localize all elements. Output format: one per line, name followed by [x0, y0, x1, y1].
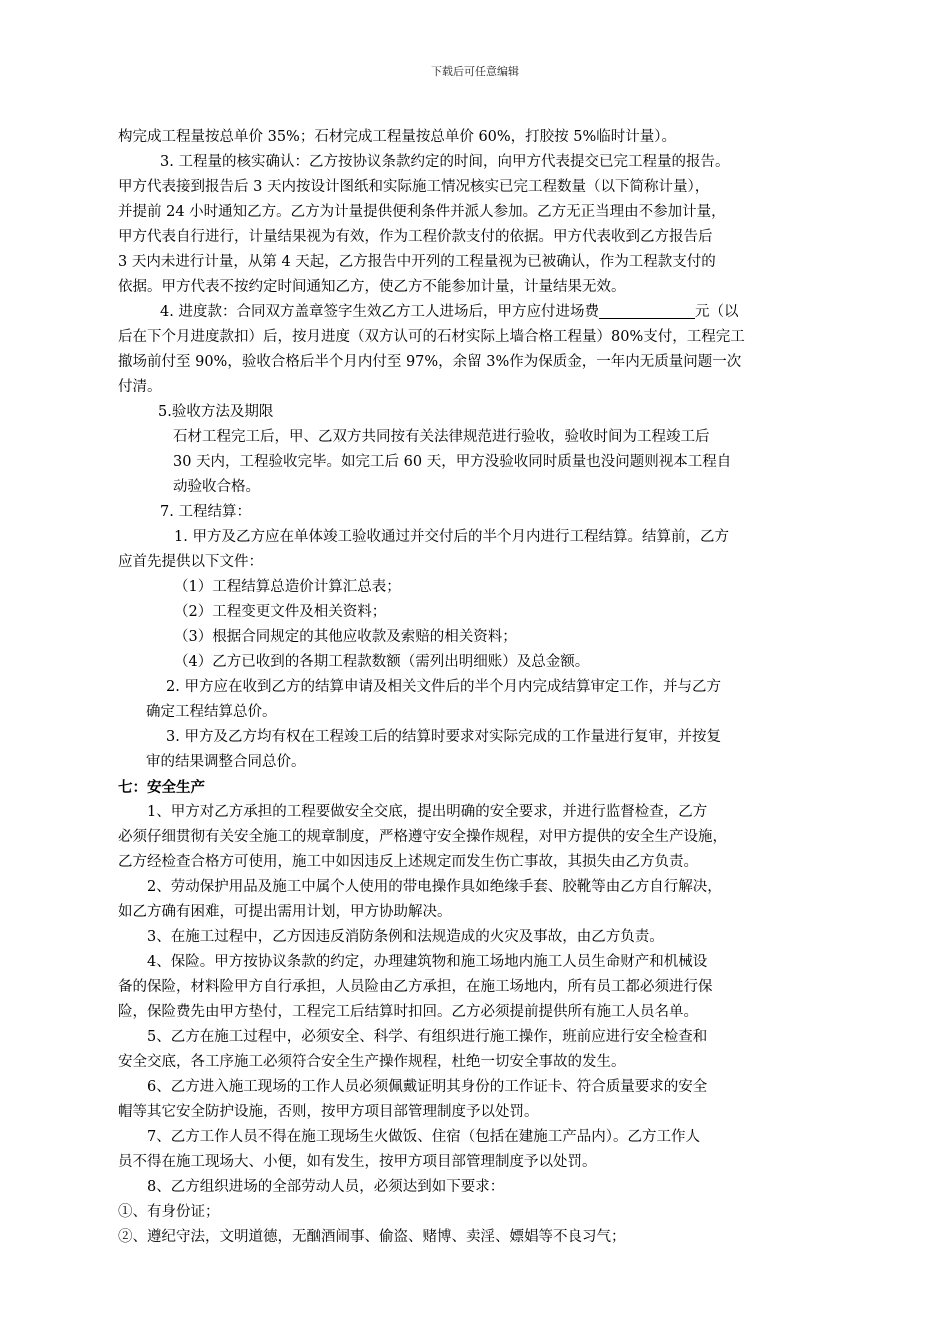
text-line: 3. 工程量的核实确认：乙方按协议条款约定的时间，向甲方代表提交已完工程量的报告。 — [160, 154, 730, 170]
text-line: 并提前 24 小时通知乙方。乙方为计量提供便利条件并派人参加。乙方无正当理由不参加计量， — [118, 204, 726, 220]
paragraph — [118, 950, 823, 975]
paragraph — [118, 300, 823, 325]
text-line: ②、遵纪守法，文明道德，无酗酒闹事、偷盗、赌博、卖淫、嫖娼等不良习气； — [118, 1229, 626, 1245]
paragraph — [118, 900, 823, 925]
paragraph — [118, 1050, 823, 1075]
section-heading: 七：安全生产 — [118, 779, 205, 796]
text-line: 6、乙方进入施工现场的工作人员必须佩戴证明其身份的工作证卡、符合质量要求的安全 — [147, 1079, 708, 1095]
paragraph — [118, 425, 823, 500]
paragraph — [118, 1125, 823, 1150]
text-line: 乙方经检查合格方可使用，施工中如因违反上述规定而发生伤亡事故，其损失由乙方负责。 — [118, 854, 698, 870]
text-line: 帽等其它安全防护设施，否则，按甲方项目部管理制度予以处罚。 — [118, 1104, 539, 1120]
paragraph — [118, 800, 823, 825]
text-line: （3）根据合同规定的其他应收款及索赔的相关资料； — [174, 629, 517, 645]
text-line: 甲方代表自行进行，计量结果视为有效，作为工程价款支付的依据。甲方代表收到乙方报告后 — [118, 229, 713, 245]
paragraph — [118, 175, 823, 300]
text-line: 30 天内，工程验收完毕。如完工后 60 天，甲方没验收同时质量也没问题则视本工程自 — [173, 454, 732, 470]
text-line: 1. 甲方及乙方应在单体竣工验收通过并交付后的半个月内进行工程结算。结算前，乙方 — [174, 529, 729, 545]
text-line: 依据。甲方代表不按约定时间通知乙方，使乙方不能参加计量，计量结果无效。 — [118, 279, 626, 295]
paragraph — [118, 525, 823, 550]
text-line: （1）工程结算总造价计算汇总表； — [174, 579, 401, 595]
text-line: 审的结果调整合同总价。 — [146, 754, 306, 770]
text-line: 3、在施工过程中，乙方因违反消防条例和法规造成的火灾及事故，由乙方负责。 — [147, 929, 664, 945]
paragraph — [118, 750, 823, 775]
text-line: 8、乙方组织进场的全部劳动人员，必须达到如下要求： — [147, 1179, 505, 1195]
text-line: 7、乙方工作人员不得在施工现场生火做饭、住宿（包括在建施工产品内）。乙方工作人 — [147, 1129, 700, 1145]
text-line: 付清。 — [118, 379, 162, 395]
text-line: 必须仔细贯彻有关安全施工的规章制度，严格遵守安全操作规程，对甲方提供的安全生产设施， — [118, 829, 727, 845]
paragraph — [118, 700, 823, 725]
text-segment: 元（以 — [694, 304, 739, 320]
text-line: （2）工程变更文件及相关资料； — [174, 604, 387, 620]
paragraph — [118, 725, 823, 750]
text-line: 撤场前付至 90%，验收合格后半个月内付至 97%，余留 3%作为保质金，一年内无质量问题一次 — [118, 354, 742, 370]
fill-in-blank — [599, 302, 695, 319]
paragraph — [118, 1100, 823, 1125]
paragraph — [118, 150, 823, 175]
paragraph — [118, 125, 823, 150]
text-line — [118, 300, 823, 325]
text-line: 3 天内未进行计量，从第 4 天起，乙方报告中开列的工程量视为已被确认，作为工程款支付的 — [118, 254, 716, 270]
text-line: 后在下个月进度款扣）后，按月进度（双方认可的石材实际上墙合格工程量）80%支付，工程完工 — [118, 329, 745, 345]
text-line: 确定工程结算总价。 — [146, 704, 277, 720]
text-line: 1、甲方对乙方承担的工程要做安全交底，提出明确的安全要求，并进行监督检查，乙方 — [147, 804, 708, 820]
paragraph — [118, 400, 823, 425]
text-line: （4）乙方已收到的各期工程款数额（需列出明细账）及总金额。 — [174, 654, 590, 670]
paragraph — [118, 550, 823, 575]
text-line: 备的保险，材料险甲方自行承担，人员险由乙方承担，在施工场地内，所有员工都必须进行保 — [118, 979, 713, 995]
text-line: 4、保险。甲方按协议条款的约定，办理建筑物和施工场地内施工人员生命财产和机械设 — [147, 954, 708, 970]
text-line: 5.验收方法及期限 — [158, 404, 274, 420]
text-line: ①、有身份证； — [118, 1204, 220, 1220]
text-line: 如乙方确有困难，可提出需用计划，甲方协助解决。 — [118, 904, 452, 920]
page-header: 下载后可任意编辑 — [431, 65, 519, 78]
text-line: 构完成工程量按总单价 35%；石材完成工程量按总单价 60%，打胶按 5%临时计量）。 — [118, 129, 677, 145]
text-line: 5、乙方在施工过程中，必须安全、科学、有组织进行施工操作，班前应进行安全检查和 — [147, 1029, 708, 1045]
paragraph — [118, 325, 823, 400]
paragraph — [118, 1200, 823, 1250]
text-line: 险，保险费先由甲方垫付，工程完工后结算时扣回。乙方必须提前提供所有施工人员名单。 — [118, 1004, 698, 1020]
paragraph — [118, 975, 823, 1025]
text-line: 员不得在施工现场大、小便，如有发生，按甲方项目部管理制度予以处罚。 — [118, 1154, 597, 1170]
paragraph — [118, 925, 823, 950]
text-line: 2. 甲方应在收到乙方的结算申请及相关文件后的半个月内完成结算审定工作，并与乙方 — [166, 679, 721, 695]
text-line: 3. 甲方及乙方均有权在工程竣工后的结算时要求对实际完成的工作量进行复审，并按复 — [166, 729, 721, 745]
text-line: 2、劳动保护用品及施工中属个人使用的带电操作具如绝缘手套、胶靴等由乙方自行解决， — [147, 879, 722, 895]
paragraph — [118, 675, 823, 700]
text-segment: 4. 进度款：合同双方盖章签字生效乙方工人进场后，甲方应付进场费 — [160, 304, 599, 320]
text-line: 应首先提供以下文件： — [118, 554, 263, 570]
text-line: 甲方代表接到报告后 3 天内按设计图纸和实际施工情况核实已完工程数量（以下简称计量）， — [118, 179, 710, 195]
paragraph — [118, 500, 823, 525]
paragraph — [118, 1025, 823, 1050]
paragraph — [118, 775, 823, 800]
text-line: 动验收合格。 — [173, 479, 260, 495]
paragraph — [118, 1075, 823, 1100]
text-line: 7. 工程结算： — [160, 504, 251, 520]
paragraph — [118, 1175, 823, 1200]
paragraph — [118, 575, 823, 675]
text-line: 石材工程完工后，甲、乙双方共同按有关法律规范进行验收，验收时间为工程竣工后 — [173, 429, 710, 445]
paragraph — [118, 875, 823, 900]
paragraph — [118, 1150, 823, 1175]
text-line: 安全交底，各工序施工必须符合安全生产操作规程，杜绝一切安全事故的发生。 — [118, 1054, 626, 1070]
paragraph — [118, 825, 823, 875]
document-body — [118, 125, 823, 1250]
